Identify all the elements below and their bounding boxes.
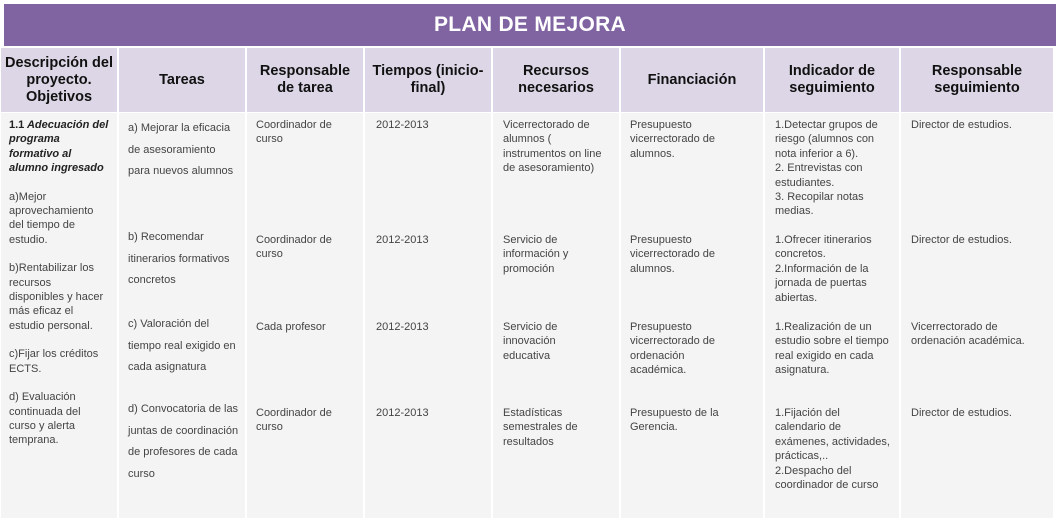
objective-item-d: d) Evaluación continuada del curso y alerta temprana. (9, 391, 81, 447)
row-2-funding: Presupuesto vicerrectorado de alumnos. (630, 234, 715, 275)
row-1-indicator: 1.Detectar grupos de riesgo (alumnos con nota inferior a 6). 2. Entrevistas con estudiantes. 3. Recopilar notas medias. (775, 119, 878, 218)
header-task-responsible: Responsable de tarea (247, 48, 363, 112)
row-2-time: 2012-2013 (376, 234, 429, 246)
header-indicator: Indicador de seguimiento (765, 48, 899, 112)
row-2-resources: Servicio de información y promoción (503, 234, 569, 275)
row-1-time: 2012-2013 (376, 119, 429, 131)
objective-heading (9, 118, 109, 176)
task-c: c) Valoración del tiempo real exigido en cada asignatura (128, 318, 236, 374)
row-2-follow-up: Director de estudios. (911, 234, 1012, 246)
objective-block (9, 118, 109, 448)
header-times: Tiempos (inicio-final) (365, 48, 491, 112)
row-4-responsible: Coordinador de curso (256, 407, 332, 434)
row-1-resources: Vicerrectorado de alumnos ( instrumentos on line de asesoramiento) (503, 119, 602, 175)
task-a: a) Mejorar la eficacia de asesoramiento para nuevos alumnos (128, 122, 234, 178)
row-1-follow-up: Director de estudios. (911, 119, 1012, 131)
header-description: Descripción del proyecto. Objetivos (1, 48, 117, 112)
row-3-follow-up: Vicerrectorado de ordenación académica. (911, 321, 1025, 348)
table-header-row (0, 48, 1060, 112)
task-b: b) Recomendar itinerarios formativos concretos (128, 231, 230, 287)
row-4-indicator: 1.Fijación del calendario de exámenes, actividades, prácticas,.. 2.Despacho del coordinador de curso (775, 407, 890, 492)
row-3-indicator: 1.Realización de un estudio sobre el tiempo real exigido en cada asignatura. (775, 321, 889, 377)
row-4-time: 2012-2013 (376, 407, 429, 419)
row-3-responsible: Cada profesor (256, 321, 326, 333)
column-funding-bg (621, 113, 763, 518)
header-follow-up: Responsable seguimiento (901, 48, 1053, 112)
objective-item-b: b)Rentabilizar los recursos disponibles y hacer más eficaz el estudio personal. (9, 262, 104, 332)
column-responsible-bg (247, 113, 363, 518)
row-3-resources: Servicio de innovación educativa (503, 321, 558, 362)
objective-item-a: a)Mejor aprovechamiento del tiempo de estudio. (9, 190, 94, 246)
row-2-responsible: Coordinador de curso (256, 234, 332, 261)
row-4-follow-up: Director de estudios. (911, 407, 1012, 419)
column-follow-up-bg (901, 113, 1053, 518)
row-1-funding: Presupuesto vicerrectorado de alumnos. (630, 119, 715, 160)
row-2-indicator: 1.Ofrecer itinerarios concretos. 2.Información de la jornada de puertas abiertas. (775, 234, 872, 304)
header-resources: Recursos necesarios (493, 48, 619, 112)
header-funding: Financiación (621, 48, 763, 112)
header-tasks: Tareas (119, 48, 245, 112)
objective-item-c: c)Fijar los créditos ECTS. (9, 348, 99, 375)
row-3-funding: Presupuesto vicerrectorado de ordenación académica. (630, 321, 715, 377)
row-3-time: 2012-2013 (376, 321, 429, 333)
row-1-responsible: Coordinador de curso (256, 119, 332, 146)
row-4-funding: Presupuesto de la Gerencia. (630, 407, 719, 434)
task-d: d) Convocatoria de las juntas de coordinación de profesores de cada curso (128, 403, 239, 480)
plan-title-bar (4, 4, 1056, 46)
objective-title: Adecuación del programa formativo al alumno ingresado (9, 119, 109, 175)
column-times-bg (365, 113, 491, 518)
row-4-resources: Estadísticas semestrales de resultados (503, 407, 578, 448)
objective-number: 1.1 (9, 119, 25, 131)
plan-title: PLAN DE MEJORA (433, 13, 627, 36)
